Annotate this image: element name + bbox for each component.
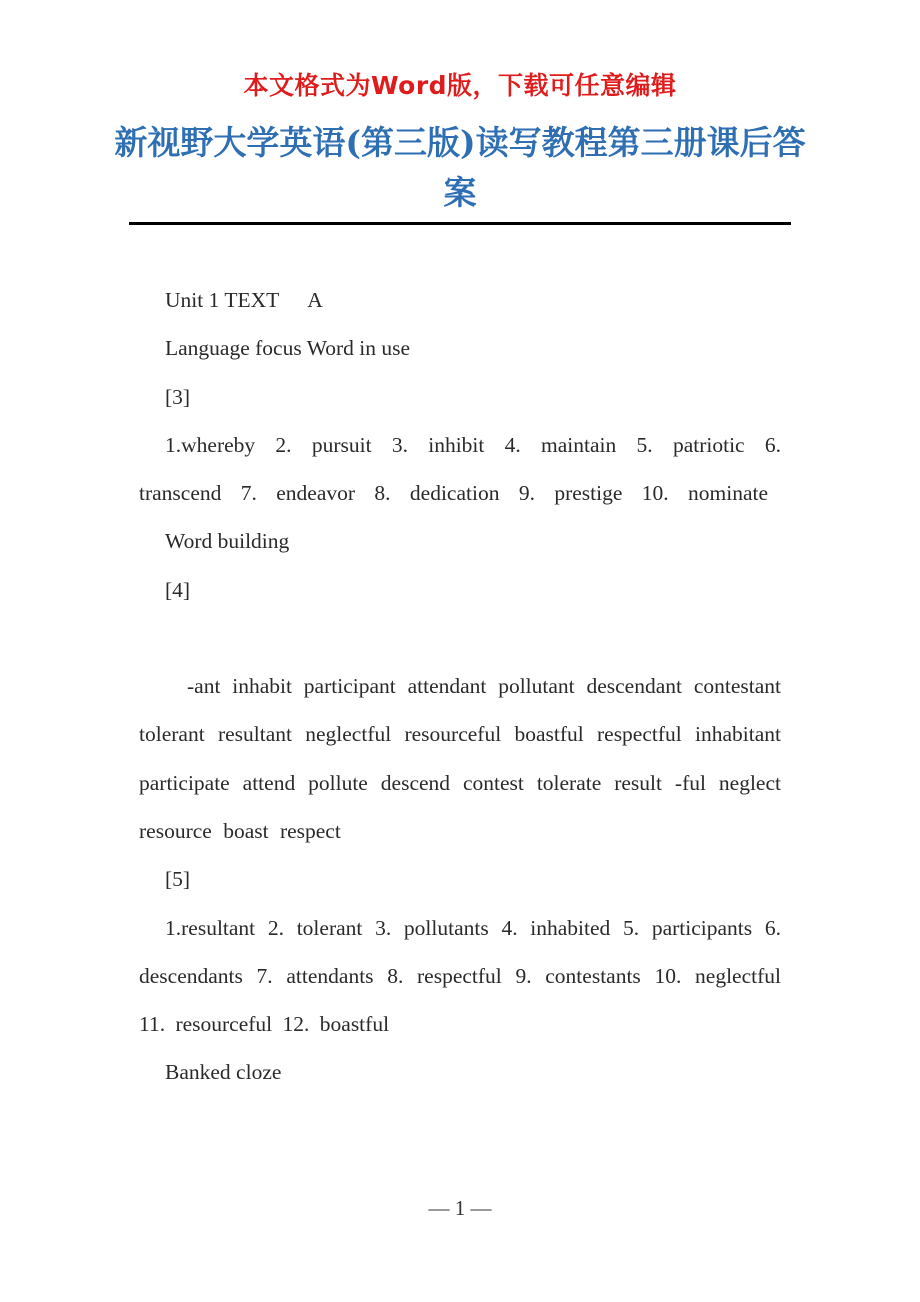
- exercise-5-label: [5]: [165, 867, 191, 892]
- unit-heading: [139, 276, 781, 324]
- unit-heading-text: Unit 1 TEXT: [165, 288, 280, 312]
- title-divider: [129, 222, 791, 225]
- section-banked-cloze: Banked cloze: [165, 1060, 282, 1085]
- exercise-3-label: [3]: [165, 384, 191, 409]
- exercise-3-answers: 1.whereby 2. pursuit 3. inhibit 4. maintain 5. patriotic 6. transcend 7. endeavor 8. dedication 9. prestige 10. nominate: [139, 432, 781, 506]
- exercise-4-content: -ant inhabit participant attendant pollutant descendant contestant tolerant resultant neglectful resourceful boastful respectful inhabitant participate attend pollute descend contest tolerate result -ful neglect resource boast respect: [139, 674, 781, 843]
- exercise-5-answers: 1.resultant 2. tolerant 3. pollutants 4. inhabited 5. participants 6. descendants 7. attendants 8. respectful 9. contestants 10. neglectful 11. resourceful 12. boastful: [139, 915, 781, 1037]
- section-language-focus: Language focus Word in use: [165, 336, 411, 361]
- blank-line: [139, 614, 781, 662]
- document-body: [139, 276, 781, 1097]
- document-title: 新视野大学英语(第三版)读写教程第三册课后答案: [114, 123, 806, 212]
- page-number: — 1 —: [428, 1196, 492, 1220]
- unit-heading-part: A: [307, 288, 323, 312]
- exercise-4-label: [4]: [165, 577, 191, 602]
- section-word-building: Word building: [165, 529, 290, 554]
- download-banner: 本文格式为Word版，下载可任意编辑: [243, 71, 677, 100]
